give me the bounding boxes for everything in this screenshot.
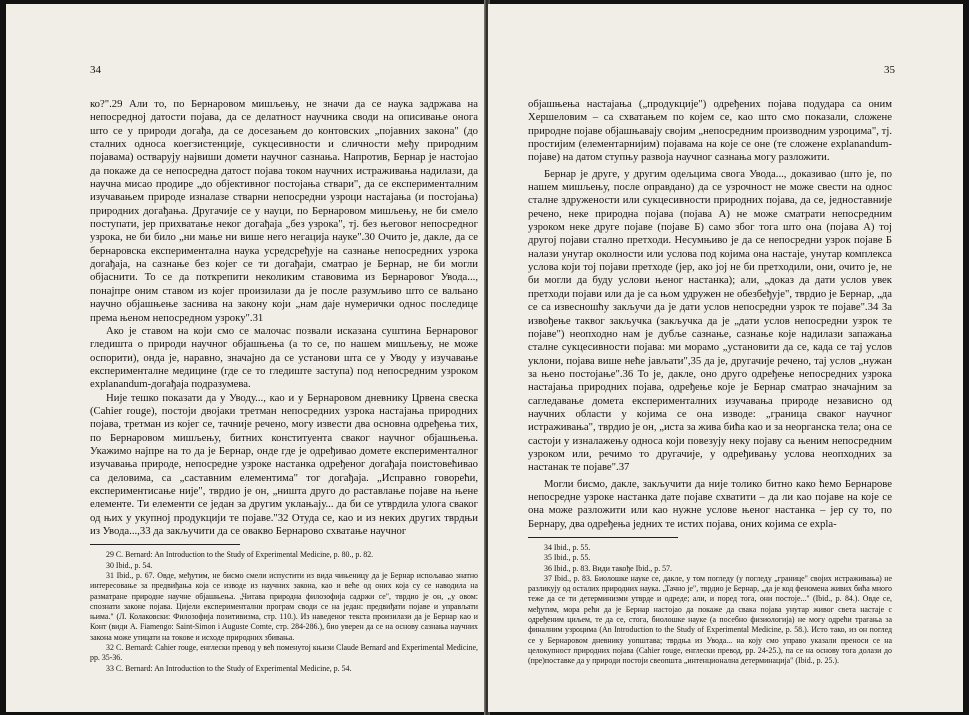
left-page (6, 4, 486, 712)
page-body (528, 98, 892, 667)
footnote: 31 Ibid., p. 67. Овде, међутим, не бисмо смели испустити из вида чињеницу да је Бернар испољавао знатно интересовање за предвиђања која се изводе из научних закона, као и веће од оних која су се наводила на разматране природне научне објашњења. „Читава природна филозофија садржи се", тврдио је он, „у овом: спознати законе појава. Цијели експериментални програм своди се на један: предвиђати појаве и управљати њима." (Л. Колаковски: Филозофија позитивизма, стр. 110.). Из наведеног текста произилази да је Бернар као и Конт (види А. Fiamengo: Saint-Simon i Auguste Comte, стр. 284-286.), био уверен да се на основу сазнања научних закона може утицати на токове и исходе природних збивања. (90, 570, 478, 642)
footnote: 37 Ibid., p. 83. Биолошке науке се, дакле, у том погледу (у погледу „границе" својих истраживања) не разликују од осталих природних наука. „Тачно је", тврдио је Бернар, „да је код феномена живих бића много теже да се ти детерминизми утврде и одреде; али, и поред тога, они постоје..." (Ibid., p. 84.). Овде се, међутим, мора рећи да је Бернар настојао да покаже да свака појава унутар живог света настаје с одређеним циљем, те да се, стога, биолошке науке (а посебно физиологија) не могу одрећи трагања за финалним узроцима (An Introduction to the Study of Experimental Medicine, p. 58.). Исто тако, из он поглед се у Бернаровом дневнику уопштава; тврдња из Увода... на коју смо управо указали преноси се на целокупност природних појава (Cahier rouge, енглески превод, pp. 24-25.), па се на основу тога долази до (пре)поставке да у природи постоји свеопшта „интенционална детерминација" (Ibid., p. 25.). (528, 573, 892, 666)
paragraph: објашњења настајања („продукције") одређених појава подудара са оним Хершеловим – са схватањем по којем се, као што смо показали, сложене природне појаве објашњавају својим „непосредним производним узроцима", тј. простијим (елементарнијим) појавама на које се оне (те сложене explanandum-појаве) на датом ступњу развоја научног сазнања могу разложити. (528, 98, 892, 164)
paragraph: Није тешко показати да у Уводу..., као и у Бернаровом дневнику Црвена свеска (Cahier rouge), постоји двојаки третман непосредних узрока настајања природних појава, третман из којег се, тачније речено, могу извести два основна одређења тих, по Бернаровом мишљењу, битних конституента сваког научног објашњења. Укажимо најпре на то да је Бернар, онде где је одређивао домете експерименталног изучавања природе, непосредне узроке настанка одређеног догађаја поистовећивао са деловима, са „саставним елементима" тог догађаја. „Исправно говорећи, експериментисање није", тврдио је он, „ништа друго до раставлање појаве на њене елементе. Ти елементи се један за другим уклањају... да би се утврдила улога сваког од њих у укупној продукцији те појаве."32 Отуда се, као и из неких других тврдњи из Увода...,33 да закључити да се овакво Бернарово схватање научног (90, 391, 478, 537)
footnote-divider (528, 537, 678, 538)
footnote: 35 Ibid., p. 55. (544, 553, 591, 563)
right-page (488, 4, 963, 712)
paragraph: ко?".29 Али то, по Бернаровом мишљењу, не значи да се наука задржава на непосредној датости појава, да се делатност научника своди на описивање онога што се у природи догађа, да се досезањем до контовских „појавних закона" (до сталних односа коегзистенције, сукцесивности и сличности међу природним појавама) остварују највиши домети научног сазнања. Напротив, Бернар је настојао да покаже да се непосредна датост појава током научних истраживања надилази, да научна мисао продире „до објективног постојања ствари", да се експерименталним изучавањем природе изналазе стварни непосредни узроци настајања (и постојања) природних догађања. Другачије се у науци, по Бернаровом мишљењу, не би смело поступати, јер прихватање неког догађаја „без узрока", тј. без његовог непосредног узрока, не би било „ни мање ни више него негација науке".30 Очито је, дакле, да се бернаровска експериментална наука усредсређује на сазнање непосредних узрока догађаја, на сазнање без којег се ти догађаји, сматрао је Бернар, не би могли објаснити. То се да поткрепити неколиким ставовима из Бернаровог Увода..., понајпре оним ставом из којег произилази да је после разумљиво што се вальано научно објашњење заснива на закону који „нам даје нумерички однос последице према њеном непосредном узроку".31 (90, 98, 478, 324)
page-number: 34 (90, 64, 101, 76)
paragraph: Ако је ставом на који смо се малочас позвали исказана суштина Бернаровог гледишта о природи научног објашњења (а то се, по нашем мишљењу, не може оспорити), онда је, наравно, значајно да се установи шта се у Уводу у изучавање експерименталне медицине (где се то гледиште заступа) под непосредним узроком explanandum-догађаја подразумева. (90, 324, 478, 391)
footnote: 33 C. Bernard: An Introduction to the Study of Experimental Medicine, p. 54. (106, 663, 352, 673)
paragraph: Бернар је друге, у другим одељцима свога Увода..., доказивао (што је, по нашем мишљењу, после оправдано) да се узрочност не може свести на однос сталне здружености или сукцесивности природних појава, да се, једноставније речено, неке природна појава (појава А) не може сматрати непосредним узроком неке друге појаве (појаве Б) само због тога што она (појава А) тој другој појави стално претходи. Несумњиво је да се непосредни узрок појаве Б налази унутар околности или услова под којима она настаје, унутар комплекса услова који тој појави претходе (јер, ако јој не би претходили, они, очито је, не би могли да буду услови њеног настанка); али, „доказ да дати услов увек претходи појави или да је са њом удружен не обезбеђује", тврдио је Бернар, „да се са извесношћу закључи да је дати услов непосредни узрок те појаве".34 За извођење таквог закључка (закључка да је „дати услов непосредни узрок те појаве") неопходно нам је дубље сазнање, сазнање које надилази запажања сталне сукцесивности појава: ми морамо „установити да се, када се тај услов уклони, појава више неће јављати",35 да је, другачије речено, тај услов „нужан за њено постојање".36 То је, дакле, оно другo одређење непосредних узрока настајања природних појава, одређење које је Бернар сматрао значајним за сагледавање домета експерименталних изучавања природе независно од научних области у којима се она изводе: „граница сваког научног истраживања", тврдио је он, „иста за жива бића као и за неорганска тела; она се састоји у изналажењу односа који повезују неку појаву са њеним непосредним узроком или, речимо то другачије, у одређивању услова неопходних за настанак те појаве".37 (528, 167, 892, 474)
footnote: 29 C. Bernard: An Introduction to the Study of Experimental Medicine, p. 80., p. 82. (106, 550, 374, 560)
footnote-divider (90, 544, 240, 545)
footnote: 36 Ibid., p. 83. Види такође Ibid., p. 57. (544, 563, 673, 573)
footnote: 30 Ibid., p. 54. (106, 560, 153, 570)
footnote: 32 C. Bernard: Cahier rouge, енглески превод у већ поменутој књизи Claude Bernard and Experimental Medicine, pp. 35-36. (90, 643, 478, 663)
footnote: 34 Ibid., p. 55. (544, 543, 591, 552)
page-number: 35 (884, 64, 895, 76)
paragraph: Могли бисмо, дакле, закључити да није толико битно како ћемо Бернарове непосредне узроке настанка дате појаве схватити – да ли као појаве на које се она може разложити или као нужне услове њеног настанка – јер су то, по Бернару, два одређења једних те истих појава, оних којима се expla- (528, 477, 892, 530)
page-body (90, 98, 478, 674)
